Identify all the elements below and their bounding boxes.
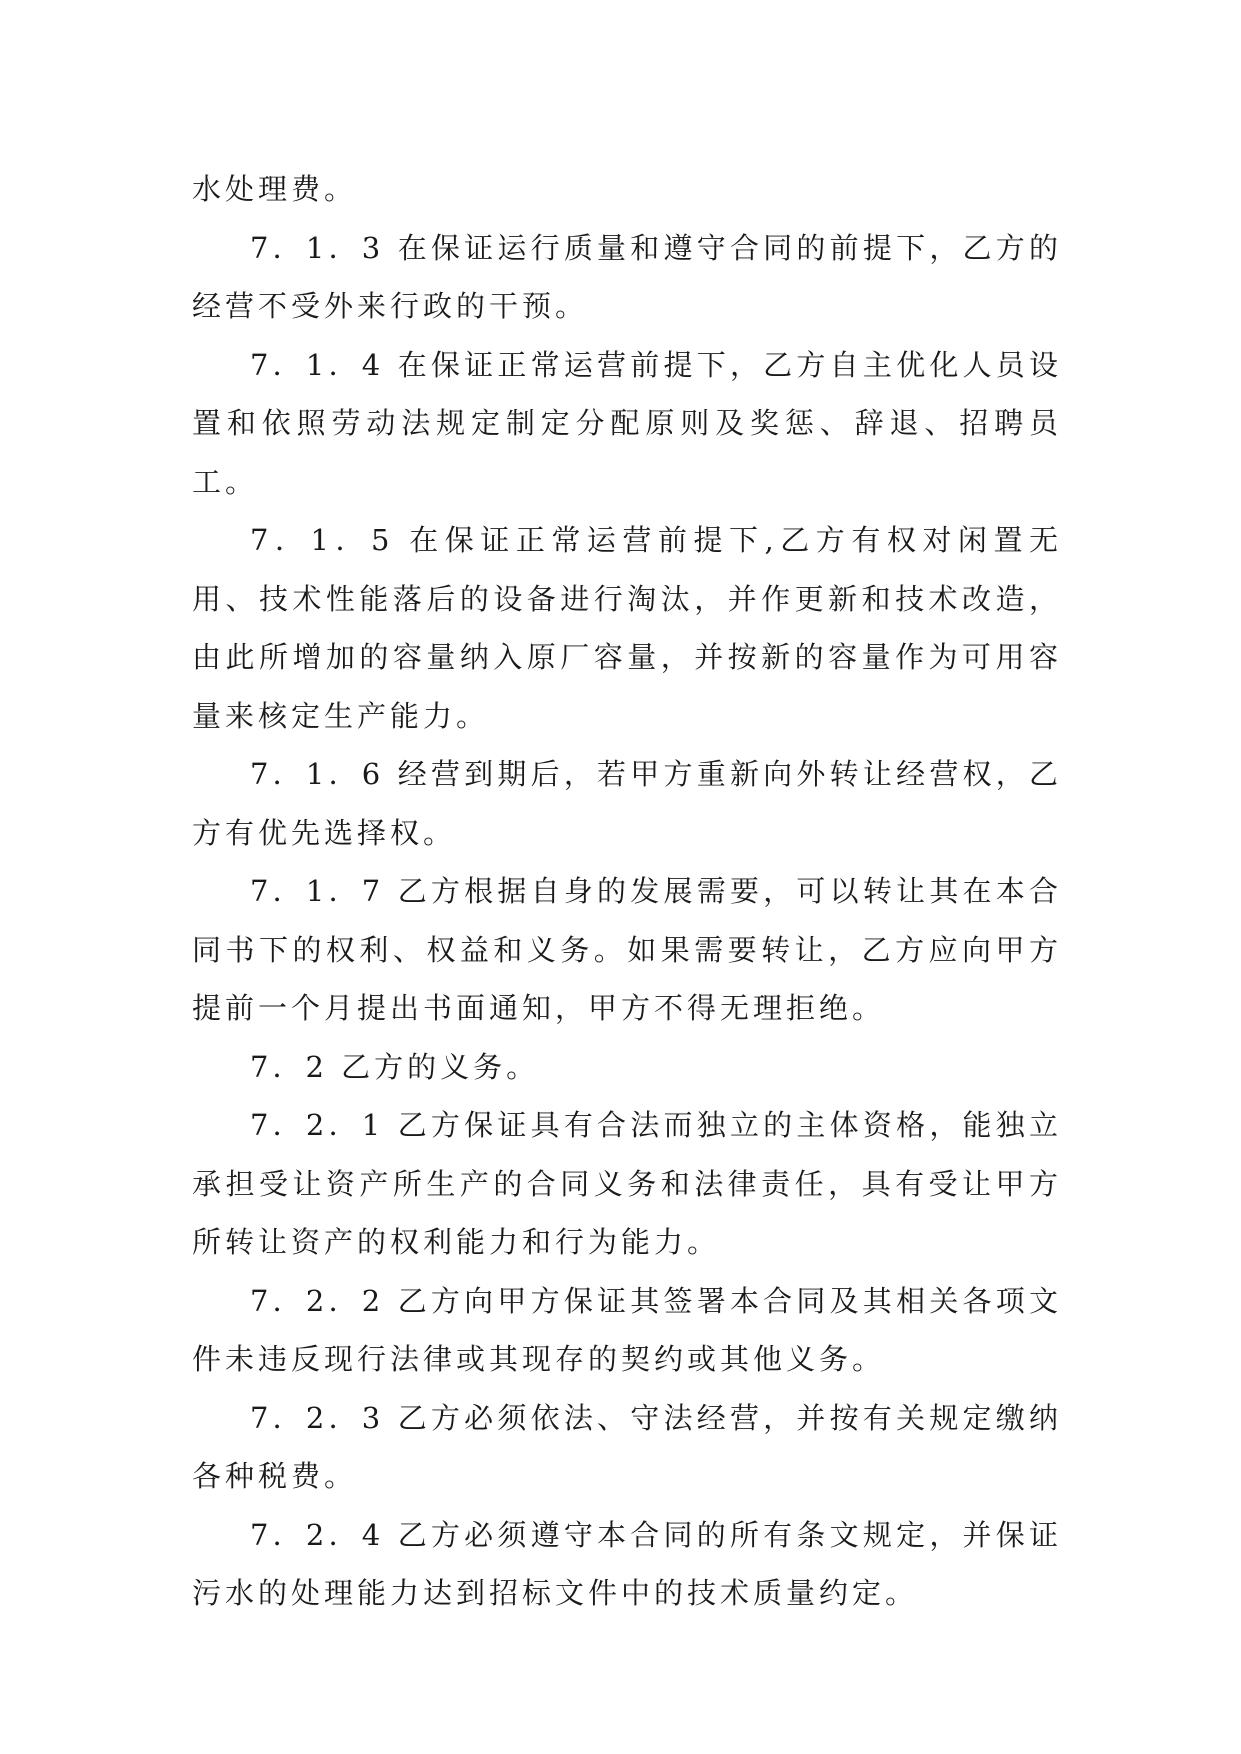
clause-7-2-3: 7．2．3 乙方必须依法、守法经营，并按有关规定缴纳各种税费。: [192, 1400, 1062, 1493]
clause-7-2-4: 7．2．4 乙方必须遵守本合同的所有条文规定，并保证污水的处理能力达到招标文件中的技术质量约定。: [192, 1517, 1062, 1610]
clause-7-1-5: 7．1．5 在保证正常运营前提下,乙方有权对闲置无用、技术性能落后的设备进行淘汰，并作更新和技术改造，由此所增加的容量纳入原厂容量，并按新的容量作为可用容量来核定生产能力。: [192, 523, 1062, 733]
clause-7-2-2: 7．2．2 乙方向甲方保证其签署本合同及其相关各项文件未违反现行法律或其现存的契约或其他义务。: [192, 1283, 1062, 1376]
clause-7-1-3: 7．1．3 在保证运行质量和遵守合同的前提下，乙方的经营不受外来行政的干预。: [192, 230, 1062, 323]
paragraph-continuation: 水处理费。: [192, 172, 358, 206]
clause-7-2-heading: 7．2 乙方的义务。: [250, 1049, 540, 1084]
clause-7-1-4: 7．1．4 在保证正常运营前提下，乙方自主优化人员设置和依照劳动法规定制定分配原则及奖惩、辞退、招聘员工。: [192, 347, 1062, 499]
clause-7-1-6: 7．1．6 经营到期后，若甲方重新向外转让经营权，乙方有优先选择权。: [192, 757, 1062, 850]
clause-7-1-7: 7．1．7 乙方根据自身的发展需要，可以转让其在本合同书下的权利、权益和义务。如果需要转让，乙方应向甲方提前一个月提出书面通知，甲方不得无理拒绝。: [192, 874, 1062, 1025]
document-body: [192, 160, 1062, 1623]
clause-7-2-1: 7．2．1 乙方保证具有合法而独立的主体资格，能独立承担受让资产所生产的合同义务和法律责任，具有受让甲方所转让资产的权利能力和行为能力。: [192, 1108, 1062, 1259]
